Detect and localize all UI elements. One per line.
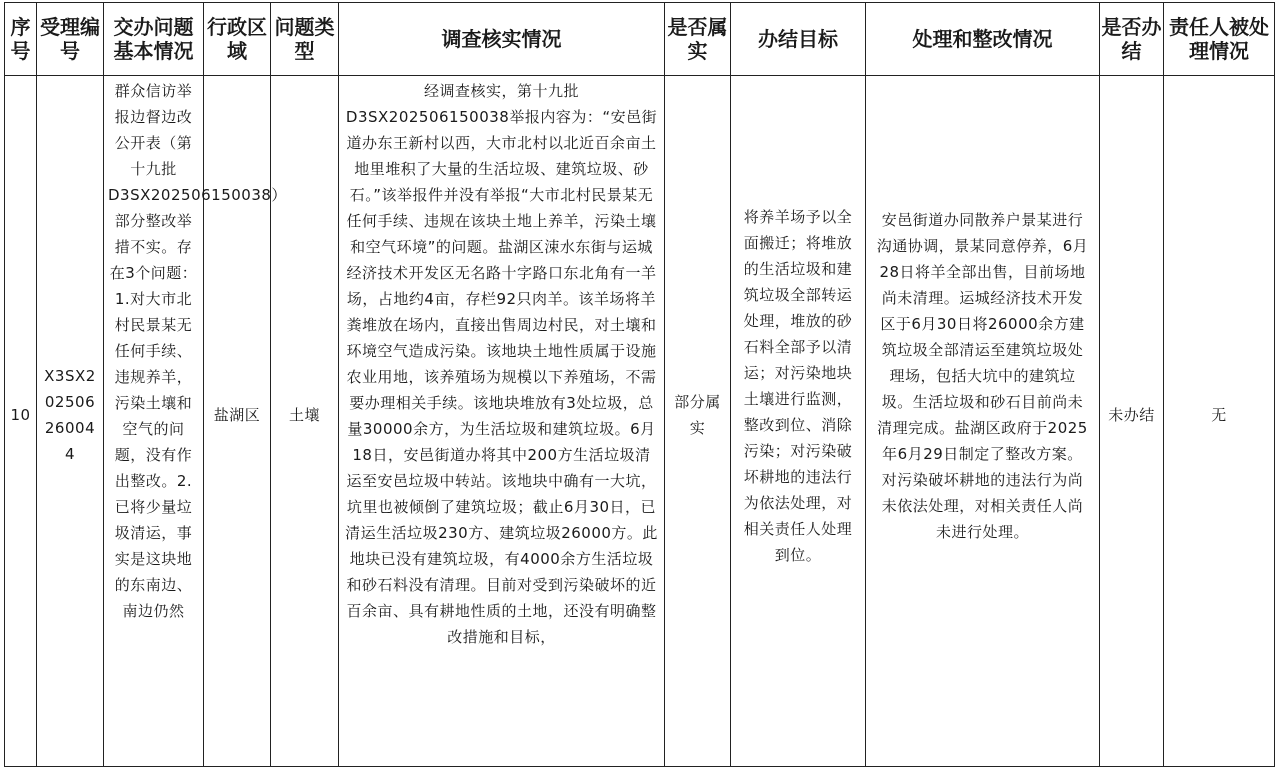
cell-investigation: 经调查核实，第十九批D3SX202506150038举报内容为：“安邑街道办东王新村以西，大市北村以北近百余亩土地里堆积了大量的生活垃圾、建筑垃圾、砂石。”该举报件并没有举报“大市北村民景某无任何手续、违规在该块土地上养羊，污染土壤和空气环境”的问题。盐湖区涑水东街与运城经济技术开发区无名路十字路口东北角有一羊场，占地约4亩，存栏92只肉羊。该羊场将羊粪堆放在场内，直接出售周边村民，对土壤和环境空气造成污染。该地块土地性质属于设施农业用地，该养殖场为规模以下养殖场，不需要办理相关手续。该地块堆放有3处垃圾，总量30000余方，为生活垃圾和建筑垃圾。6月18日，安邑街道办将其中200方生活垃圾清运至安邑垃圾中转站。该地块中确有一大坑，坑里也被倾倒了建筑垃圾；截止6月30日，已清运生活垃圾230方、建筑垃圾26000方。此地块已没有建筑垃圾，有4000余方生活垃圾和砂石料没有清理。目前对受到污染破坏的近百余亩、具有耕地性质的土地，还没有明确整改措施和目标，: [345, 82, 658, 646]
cell-region: 盐湖区: [213, 406, 261, 424]
header-is-true: 是否属实: [665, 3, 731, 76]
cell-target: 将养羊场予以全面搬迁；将堆放的生活垃圾和建筑垃圾全部转运处理，堆放的砂石料全部予以清运；对污染地块土壤进行监测，整改到位、消除污染；对污染破坏耕地的违法行为依法处理，对相关责任人处理到位。: [743, 208, 853, 564]
header-handling: 处理和整改情况: [866, 3, 1100, 76]
header-investigation: 调查核实情况: [339, 3, 665, 76]
issue-table: [4, 2, 1275, 767]
cell-is-true: 部分属实: [674, 393, 721, 437]
header-row: [5, 3, 1275, 76]
cell-completed: 未办结: [1108, 406, 1155, 424]
header-completed: 是否办结: [1100, 3, 1164, 76]
cell-responsible: 无: [1211, 406, 1227, 424]
header-region: 行政区域: [204, 3, 271, 76]
cell-handling: 安邑街道办同散养户景某进行沟通协调，景某同意停养，6月28日将羊全部出售，目前场地尚未清理。运城经济技术开发区于6月30日将26000余方建筑垃圾全部清运至建筑垃圾处理场，包括大坑中的建筑垃圾。生活垃圾和砂石目前尚未清理完成。盐湖区政府于2025年6月29日制定了整改方案。对污染破坏耕地的违法行为尚未依法处理，对相关责任人尚未进行处理。: [876, 211, 1089, 541]
header-basic: 交办问题基本情况: [104, 3, 204, 76]
cell-basic: 群众信访举报边督边改公开表（第十九批D3SX202506150038）部分整改举措不实。存在3个问题：1.对大市北村民景某无任何手续、违规养羊，污染土壤和空气的问题，没有作出整改。2.已将少量垃圾清运，事实是这块地的东南边、南边仍然: [108, 82, 287, 620]
header-seq: 序号: [5, 3, 37, 76]
header-code: 受理编号: [37, 3, 104, 76]
cell-code: X3SX20250626004 4: [44, 367, 96, 463]
header-target: 办结目标: [731, 3, 866, 76]
table-row: [5, 76, 1275, 767]
cell-seq: 10: [10, 406, 31, 424]
header-responsible: 责任人被处理情况: [1164, 3, 1275, 76]
header-type: 问题类型: [271, 3, 339, 76]
cell-type: 土壤: [288, 406, 320, 424]
